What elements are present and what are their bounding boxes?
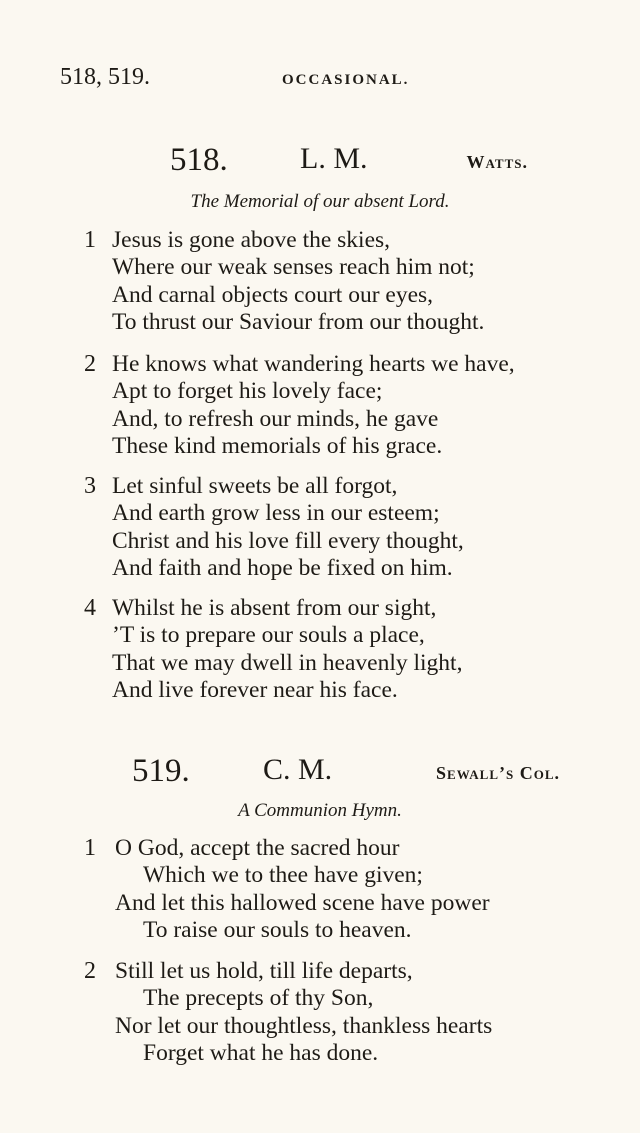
- verse-line: Let sinful sweets be all forgot,: [112, 473, 398, 499]
- hymn-meter: C. M.: [263, 753, 333, 786]
- stanza-number: 4: [84, 595, 96, 621]
- verse-line: Forget what he has done.: [143, 1040, 379, 1066]
- hymn-meter: L. M.: [300, 142, 368, 175]
- verse-line: The precepts of thy Son,: [143, 985, 374, 1011]
- hymn-518-heading: [0, 142, 640, 182]
- hymn-519-heading: [0, 753, 640, 793]
- verse-line: He knows what wandering hearts we have,: [112, 351, 515, 377]
- hymn-author: Watts.: [466, 152, 528, 172]
- verse-line: And faith and hope be fixed on him.: [112, 555, 453, 581]
- hymn-author: Sewall’s Col.: [436, 763, 560, 783]
- verse-line: Apt to forget his lovely face;: [112, 378, 383, 404]
- verse-line: And live forever near his face.: [112, 677, 398, 703]
- verse-line: Jesus is gone above the skies,: [112, 227, 391, 253]
- stanza-number: 2: [84, 351, 96, 377]
- hymn-number: 519.: [132, 753, 190, 789]
- verse-line: To thrust our Saviour from our thought.: [112, 309, 485, 335]
- section-title: OCCASIONAL.: [282, 72, 410, 88]
- verse-line: O God, accept the sacred hour: [115, 835, 400, 861]
- verse-line: Whilst he is absent from our sight,: [112, 595, 437, 621]
- verse-line: Nor let our thoughtless, thankless hearts: [115, 1013, 493, 1039]
- stanza-number: 2: [84, 958, 96, 984]
- hymn-number: 518.: [170, 142, 228, 178]
- verse-line: These kind memorials of his grace.: [112, 433, 443, 459]
- verse-line: Where our weak senses reach him not;: [112, 254, 475, 280]
- verse-line: And, to refresh our minds, he gave: [112, 406, 439, 432]
- verse-line: Still let us hold, till life departs,: [115, 958, 413, 984]
- hymn-519-title: A Communion Hymn.: [238, 800, 402, 821]
- running-head: [60, 64, 580, 94]
- verse-line: ’T is to prepare our souls a place,: [112, 622, 425, 648]
- stanza-number: 3: [84, 473, 96, 499]
- stanza-number: 1: [84, 227, 96, 253]
- verse-line: And let this hallowed scene have power: [115, 890, 490, 916]
- verse-line: Which we to thee have given;: [143, 862, 423, 888]
- verse-line: That we may dwell in heavenly light,: [112, 650, 463, 676]
- hymn-518-title: The Memorial of our absent Lord.: [190, 191, 450, 212]
- verse-line: Christ and his love fill every thought,: [112, 528, 464, 554]
- verse-line: And carnal objects court our eyes,: [112, 282, 434, 308]
- stanza-number: 1: [84, 835, 96, 861]
- page-range: 518, 519.: [60, 64, 150, 90]
- verse-line: And earth grow less in our esteem;: [112, 500, 440, 526]
- verse-line: To raise our souls to heaven.: [143, 917, 412, 943]
